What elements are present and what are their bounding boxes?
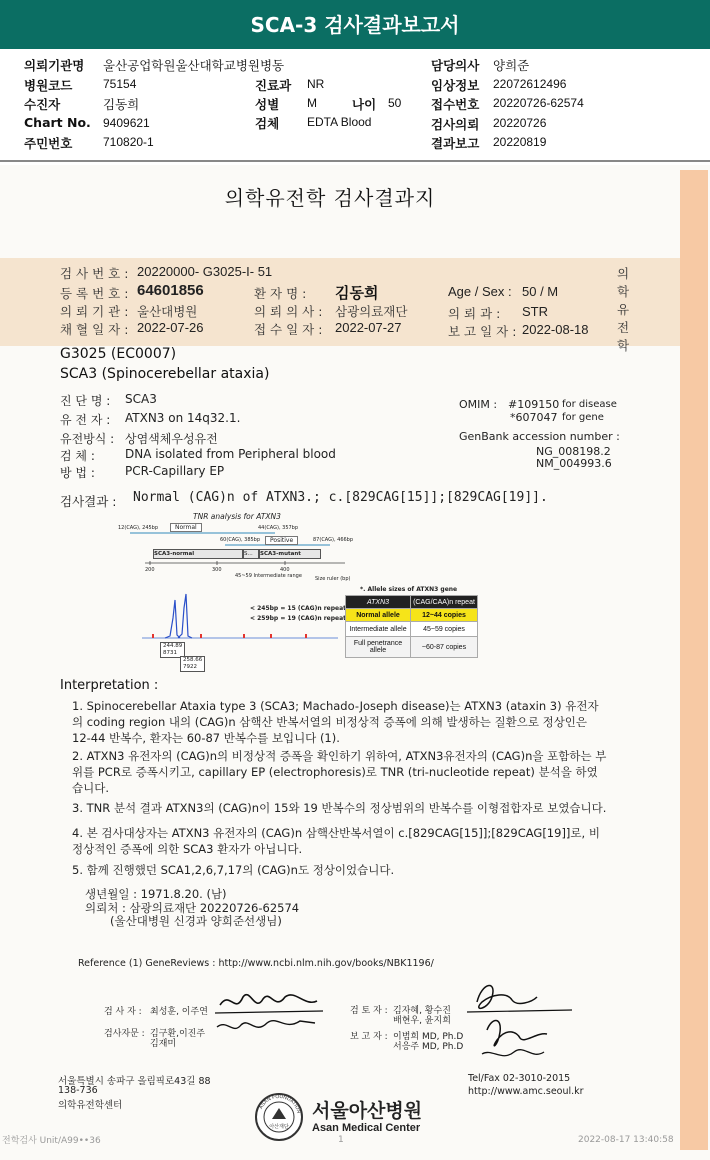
peak-245-label: 244.89 8731 <box>160 642 185 658</box>
diagnosis-label: 진 단 명 : <box>60 394 111 408</box>
receipt-label: 접수번호 <box>431 97 480 112</box>
reviewer-names-2: 배현우, 윤지희 <box>393 1016 451 1026</box>
doctor-label: 담당의사 <box>431 58 480 73</box>
marker <box>305 634 307 638</box>
marker <box>152 634 154 638</box>
hospital-name: 서울아산병원 <box>312 1100 423 1122</box>
test-specimen-value: DNA isolated from Peripheral blood <box>125 447 336 461</box>
repeat-label-1: < 245bp = 15 (CAG)n repeats > <box>250 605 357 612</box>
exam-no-value: 20220000- G3025-I- 51 <box>137 264 273 279</box>
omim-disease-note: for disease <box>562 399 617 410</box>
exam-no-label: 검 사 번 호 : <box>60 266 129 281</box>
tester-names: 최성훈, 이주연 <box>150 1007 208 1017</box>
print-timestamp: 2022-08-17 13:40:58 <box>578 1135 674 1145</box>
report-title: SCA-3 검사결과보고서 <box>0 0 710 46</box>
allele-name: Intermediate allele <box>346 622 411 637</box>
omim-label: OMIM : <box>459 398 498 411</box>
test-result-label: 검사결과 : <box>60 494 117 509</box>
normal-box: Normal <box>170 523 202 532</box>
resident-label: 주민번호 <box>24 136 73 151</box>
assistant-label: 검사자문 : <box>104 1029 145 1039</box>
test-specimen-label: 검 체 : <box>60 449 95 463</box>
sex-label: 성별 <box>255 97 280 112</box>
interpretation-p3: 3. TNR 분석 결과 ATXN3의 (CAG)n이 15와 19 반복수의 정상범위의 반복수를 이형접합자로 보였습니다. <box>72 801 607 815</box>
allele-name: Normal allele <box>346 609 411 622</box>
interpretation-p1: 1. Spinocerebellar Ataxia type 3 (SCA3; Machado-Joseph disease)는 ATXN3 (ataxin 3) 유전자의 coding region 내의 (CAG)n 삼핵산 반복서열의 비정상적 증폭에 의해 발생하는 질환으로 정상인은 12-44 반복수, 환자는 60-87 반복수를 보입니다 (1). <box>72 699 599 745</box>
collect-label: 채 혈 일 자 : <box>60 322 129 337</box>
reviewer-names: 김자혜, 황수진 <box>393 1006 451 1016</box>
band-patient-label: 환 자 명 : <box>254 286 307 301</box>
reporter-label: 보 고 자 : <box>350 1032 388 1042</box>
collect-value: 2022-07-26 <box>137 320 204 335</box>
chart-value: 9409621 <box>103 116 150 130</box>
allele-head-gene: ATXN3 <box>346 596 411 609</box>
req-inst-label: 의 뢰 기 관 : <box>60 304 129 319</box>
resident-value: 710820-1 <box>103 135 154 149</box>
tester-label: 검 사 자 : <box>104 1007 142 1017</box>
dept-label: 진료과 <box>255 78 292 93</box>
side-strip <box>680 170 708 1150</box>
tel-fax: Tel/Fax 02-3010-2015 <box>468 1073 571 1084</box>
genbank-1: NG_008198.2 <box>536 445 611 458</box>
patient-label: 수진자 <box>24 97 61 112</box>
allele-value: ~60-87 copies <box>411 637 478 658</box>
requester-detail: (울산대병원 신경과 양희준선생님) <box>110 914 282 928</box>
label-466: 87(CAG), 466bp <box>313 537 354 543</box>
side-label: 의학유전학 <box>617 266 630 353</box>
reg-no-value: 64601856 <box>137 282 204 299</box>
peak-245 <box>165 600 180 638</box>
institution-label: 의뢰기관명 <box>24 58 85 73</box>
label-245: 12(CAG), 245bp <box>118 525 159 531</box>
allele-row <box>346 637 478 658</box>
title-border <box>0 46 710 49</box>
repeat-label-2: < 259bp = 19 (CAG)n repeats > <box>250 615 357 622</box>
interpretation-p5: 5. 함께 진행했던 SCA1,2,6,7,17의 (CAG)n도 정상이었습니다. <box>72 863 395 877</box>
result-label: 결과보고 <box>431 136 480 151</box>
omim-gene-note: for gene <box>562 412 604 423</box>
asan-foundation-seal <box>254 1092 304 1142</box>
institution-value: 울산공업학원울산대학교병원병동 <box>103 58 285 73</box>
dept-value: NR <box>307 77 325 91</box>
allele-row <box>346 622 478 637</box>
document-title: 의학유전학 검사결과지 <box>224 186 436 210</box>
assistant-names-2: 김재미 <box>150 1039 177 1049</box>
test-name: SCA3 (Spinocerebellar ataxia) <box>60 366 270 382</box>
specimen-label: 검체 <box>255 116 280 131</box>
inheritance-value: 상염색체우성유전 <box>125 432 218 446</box>
address-3: 의학유전학센터 <box>58 1100 123 1111</box>
intermediate-range-label: 45~59 Intermediate range <box>235 573 302 579</box>
method-label: 방 법 : <box>60 466 95 480</box>
age-sex-label: Age / Sex : <box>448 284 512 299</box>
req-dept-label: 의 뢰 과 : <box>448 306 501 321</box>
req-doc-label: 의 뢰 의 사 : <box>254 304 323 319</box>
svg-text:아산재단: 아산재단 <box>269 1124 289 1130</box>
sex-value: M <box>307 96 317 110</box>
interpretation-p4: 4. 본 검사대상자는 ATXN3 유전자의 (CAG)n 삼핵산반복서열이 c.[829CAG[15]];[829CAG[19]]로, 비정상적인 증폭에 의한 SCA3 환자가 아닙니다. <box>72 826 600 856</box>
peak-259-label: 258.66 7922 <box>180 656 205 672</box>
hospital-code-value: 75154 <box>103 77 137 91</box>
address-1: 서울특별시 송파구 올림픽로43길 88 <box>58 1076 211 1087</box>
marker <box>200 634 202 638</box>
chart-label: Chart No. <box>24 115 91 130</box>
age-sex-value: 50 / M <box>522 284 559 299</box>
diagnosis-value: SCA3 <box>125 392 157 406</box>
band-patient-value: 김동희 <box>335 284 379 302</box>
doctor-value: 양희준 <box>493 58 530 73</box>
birth-date: 생년월일 : 1971.8.20. (남) <box>85 887 227 901</box>
hospital-name-en: Asan Medical Center <box>312 1122 421 1134</box>
reference: Reference (1) GeneReviews : http://www.ncbi.nlm.nih.gov/books/NBK1196/ <box>78 958 434 969</box>
receive-value: 2022-07-27 <box>335 320 402 335</box>
label-385: 60(CAG), 385bp <box>220 537 261 543</box>
allele-name: Full penetrance allele <box>346 637 411 658</box>
reporter-names: 이범희 MD, Ph.D <box>393 1032 464 1042</box>
allele-table-title: *. Allele sizes of ATXN3 gene <box>360 586 458 593</box>
genbank-2: NM_004993.6 <box>536 457 612 470</box>
report-date-value: 2022-08-18 <box>522 322 589 337</box>
reg-no-label: 등 록 번 호 : <box>60 286 129 301</box>
specimen-value: EDTA Blood <box>307 115 372 129</box>
receipt-value: 20220726-62574 <box>493 96 584 110</box>
peak-259 <box>178 594 192 638</box>
gene-value: ATXN3 on 14q32.1. <box>125 411 241 425</box>
method-value: PCR-Capillary EP <box>125 464 225 478</box>
tester-signature <box>205 985 325 1045</box>
report-date-label: 보 고 일 자 : <box>448 324 517 339</box>
allele-table-header <box>346 596 478 609</box>
sca3-normal-bar: SCA3-normal <box>153 549 243 559</box>
size-ruler-label: Size ruler (bp) <box>315 576 351 582</box>
omim-gene: *607047 <box>510 411 558 424</box>
hospital-code-label: 병원코드 <box>24 78 73 93</box>
allele-head-repeat: (CAG/CAA)n repeat <box>411 596 478 609</box>
marker <box>270 634 272 638</box>
reviewer-label: 검 토 자 : <box>350 1006 388 1016</box>
reporter-names-2: 서응주 MD, Ph.D <box>393 1042 464 1052</box>
request-value: 20220726 <box>493 116 547 130</box>
header-divider <box>0 160 710 162</box>
intermediate-bar: S... <box>243 549 259 559</box>
figure-title: TNR analysis for ATXN3 <box>193 512 281 521</box>
req-dept-value: STR <box>522 304 548 319</box>
allele-value: 12~44 copies <box>411 609 478 622</box>
positive-box: Positive <box>265 536 298 545</box>
request-label: 검사의뢰 <box>431 117 480 132</box>
marker <box>243 634 245 638</box>
address-2: 138-736 <box>58 1085 98 1096</box>
receive-label: 접 수 일 자 : <box>254 322 323 337</box>
tick-200-label: 200 <box>145 567 155 573</box>
test-result-value: Normal (CAG)n of ATXN3.; c.[829CAG[15]];[829CAG[19]]. <box>133 490 548 505</box>
tick-400-label: 400 <box>280 567 290 573</box>
result-value: 20220819 <box>493 135 547 149</box>
omim-disease: #109150 <box>508 398 560 411</box>
allele-size-table <box>345 595 478 658</box>
interpretation-p2: 2. ATXN3 유전자의 (CAG)n의 비정상적 증폭을 확인하기 위하여, ATXN3유전자의 (CAG)n을 포함하는 부위를 PCR로 증폭시키고, capillary EP (electrophoresis)로 TNR (tri-nucleotide repeat) 분석을 하였습니다. <box>72 749 607 795</box>
clinical-label: 임상정보 <box>431 78 480 93</box>
assistant-names: 김구환,이진주 <box>150 1029 206 1039</box>
genbank-label: GenBank accession number : <box>459 430 620 443</box>
allele-row <box>346 609 478 622</box>
gene-label: 유 전 자 : <box>60 413 111 427</box>
age-label: 나이 <box>352 97 377 112</box>
sca3-mutant-bar: SCA3-mutant <box>259 549 321 559</box>
label-357: 44(CAG), 357bp <box>258 525 299 531</box>
req-doc-value: 삼광의료재단 <box>335 304 408 319</box>
page-number: 1 <box>338 1135 344 1145</box>
age-value: 50 <box>388 96 402 110</box>
patient-value: 김동희 <box>103 97 140 112</box>
test-code: G3025 (EC0007) <box>60 346 177 362</box>
interpretation-heading: Interpretation : <box>60 678 159 693</box>
footer-unit: 전학검사 Unit/A99••36 <box>2 1136 101 1146</box>
inheritance-label: 유전방식 : <box>60 432 115 446</box>
allele-value: 45~59 copies <box>411 622 478 637</box>
svg-text:ASAN FOUNDATION: ASAN FOUNDATION <box>258 1093 302 1115</box>
req-inst-value: 울산대병원 <box>137 304 198 319</box>
clinical-value: 22072612496 <box>493 77 567 91</box>
requester: 의뢰처 : 삼광의료재단 20220726-62574 <box>85 901 300 915</box>
reviewer-signature <box>462 972 577 1067</box>
website: http://www.amc.seoul.kr <box>468 1086 584 1097</box>
tick-300-label: 300 <box>212 567 222 573</box>
